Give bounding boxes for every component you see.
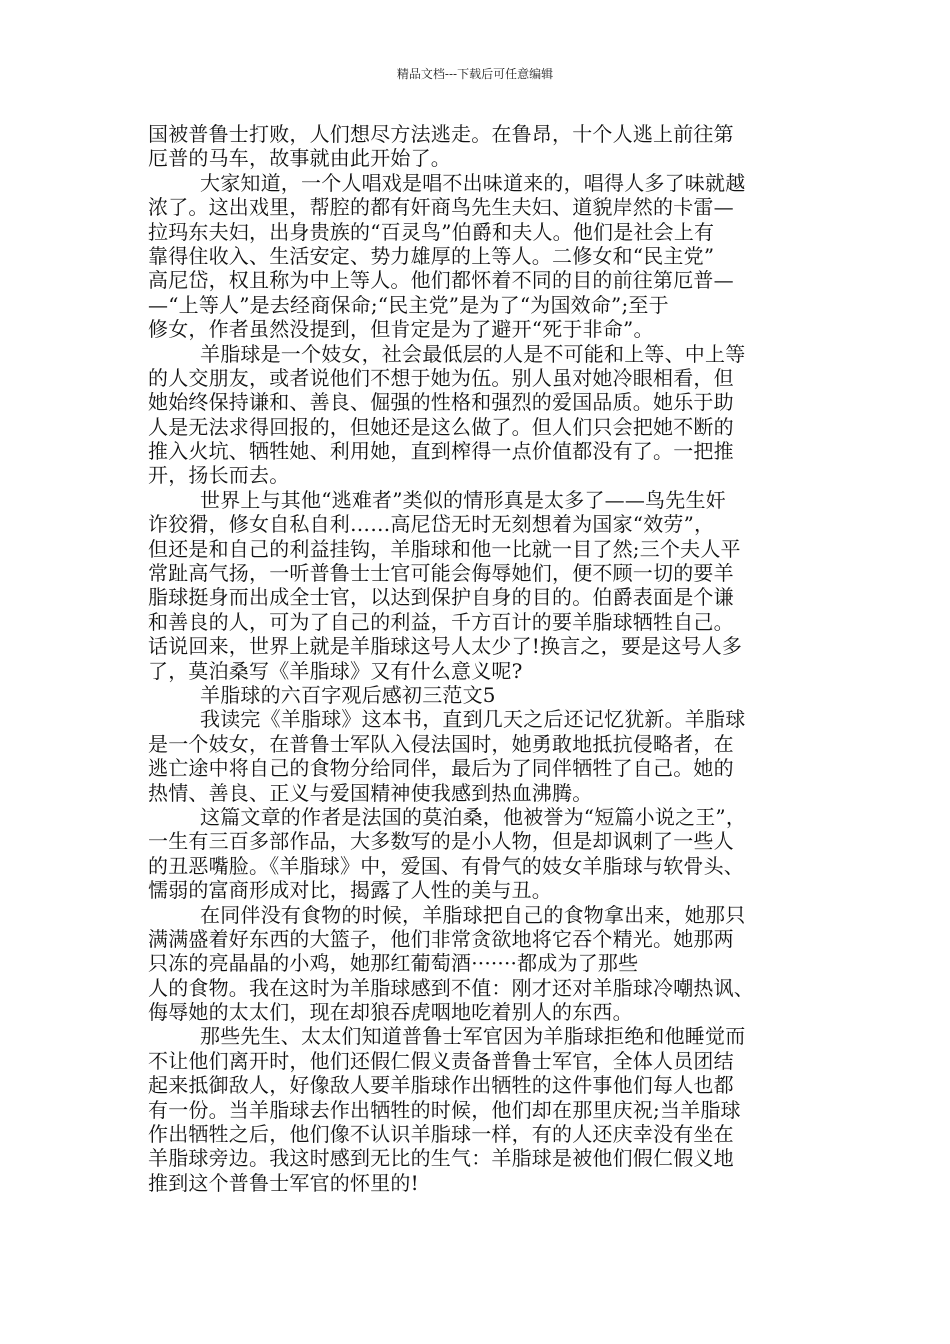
text-line: —“上等人”是去经商保命;“民主党”是为了“为国效命”;至于 [148, 292, 669, 317]
text-line: 推到这个普鲁士军官的怀里的! [148, 1170, 419, 1195]
text-line: 有一份。当羊脂球去作出牺牲的时候，他们却在那里庆祝;当羊脂球 [148, 1097, 741, 1122]
text-line: 的人交朋友，或者说他们不想于她为伍。别人虽对她冷眼相看，但 [148, 365, 734, 390]
text-line: 大家知道，一个人唱戏是唱不出味道来的，唱得人多了味就越 [200, 170, 746, 195]
text-line: 满满盛着好东西的大篮子，他们非常贪欲地将它吞个精光。她那两 [148, 926, 734, 951]
text-line: 高尼岱，权且称为中上等人。他们都怀着不同的目的前往第厄普— [148, 268, 734, 293]
text-line: 羊脂球旁边。我这时感到无比的生气：羊脂球是被他们假仁假义地 [148, 1146, 734, 1171]
text-line: 在同伴没有食物的时候，羊脂球把自己的食物拿出来，她那只 [200, 902, 746, 927]
text-line: 开，扬长而去。 [148, 463, 290, 488]
text-line: 修女，作者虽然没提到，但肯定是为了避开“死于非命”。 [148, 317, 654, 342]
text-line: 人是无法求得回报的，但她还是这么做了。但人们只会把她不断的 [148, 414, 734, 439]
text-line: 一生有三百多部作品，大多数写的是小人物，但是却讽刺了一些人 [148, 829, 734, 854]
text-line: 是一个妓女，在普鲁士军队入侵法国时，她勇敢地抵抗侵略者，在 [148, 731, 734, 756]
text-line: 懦弱的富商形成对比，揭露了人性的美与丑。 [148, 878, 552, 903]
body-text [148, 122, 812, 1195]
text-line: 不让他们离开时，他们还假仁假义责备普鲁士军官，全体人员团结 [148, 1048, 734, 1073]
text-line: 常趾高气扬，一听普鲁士士官可能会侮辱她们，便不顾一切的要羊 [148, 561, 734, 586]
text-line: 逃亡途中将自己的食物分给同伴，最后为了同伴牺牲了自己。她的 [148, 756, 734, 781]
text-line: 厄普的马车，故事就由此开始了。 [148, 146, 451, 171]
text-line: 诈狡猾，修女自私自利……高尼岱无时无刻想着为国家“效劳”， [148, 512, 715, 537]
text-line: 了，莫泊桑写《羊脂球》又有什么意义呢? [148, 658, 523, 683]
text-line: 羊脂球是一个妓女，社会最低层的人是不可能和上等、中上等 [200, 341, 746, 366]
text-line: 起来抵御敌人，好像敌人要羊脂球作出牺牲的这件事他们每人也都 [148, 1073, 734, 1098]
text-line: 脂球挺身而出成全士官，以达到保护自身的目的。伯爵表面是个谦 [148, 585, 734, 610]
text-line: 那些先生、太太们知道普鲁士军官因为羊脂球拒绝和他睡觉而 [200, 1024, 746, 1049]
text-line: 和善良的人，可为了自己的利益，千方百计的要羊脂球牺牲自己。 [148, 609, 734, 634]
text-line: 国被普鲁士打败，人们想尽方法逃走。在鲁昂，十个人逃上前往第 [148, 122, 734, 146]
text-line: 侮辱她的太太们，现在却狼吞虎咽地吃着别人的东西。 [148, 1000, 633, 1025]
text-line: 靠得住收入、生活安定、势力雄厚的上等人。二修女和“民主党” [148, 243, 715, 268]
text-line: 只冻的亮晶晶的小鸡，她那红葡萄酒·······都成为了那些 [148, 951, 639, 976]
text-line: 但还是和自己的利益挂钩，羊脂球和他一比就一目了然;三个夫人平 [148, 536, 741, 561]
text-line: 这篇文章的作者是法国的莫泊桑，他被誉为“短篇小说之王”， [200, 804, 747, 829]
text-line: 的丑恶嘴脸。《羊脂球》中，爱国、有骨气的妓女羊脂球与软骨头、 [148, 853, 744, 878]
text-line: 话说回来，世界上就是羊脂球这号人太少了!换言之，要是这号人多 [148, 634, 743, 659]
text-line: 我读完《羊脂球》这本书，直到几天之后还记忆犹新。羊脂球 [200, 707, 746, 732]
text-line: 作出牺牲之后，他们像不认识羊脂球一样，有的人还庆幸没有坐在 [148, 1122, 734, 1147]
page-header: 精品文档---下载后可任意编辑 [396, 67, 554, 81]
text-line: 拉玛东夫妇，出身贵族的“百灵鸟”伯爵和夫人。他们是社会上有 [148, 219, 715, 244]
text-line: 浓了。这出戏里，帮腔的都有奸商鸟先生夫妇、道貌岸然的卡雷— [148, 195, 734, 220]
text-line: 人的食物。我在这时为羊脂球感到不值：刚才还对羊脂球冷嘲热讽、 [148, 975, 754, 1000]
text-line: 世界上与其他“逃难者”类似的情形真是太多了——鸟先生奸 [200, 487, 726, 512]
text-line: 推入火坑、牺牲她、利用她，直到榨得一点价值都没有了。一把推 [148, 439, 734, 464]
text-line: 她始终保持谦和、善良、倔强的性格和强烈的爱国品质。她乐于助 [148, 390, 734, 415]
text-line: 羊脂球的六百字观后感初三范文5 [200, 682, 496, 707]
text-line: 热情、善良、正义与爱国精神使我感到热血沸腾。 [148, 780, 593, 805]
